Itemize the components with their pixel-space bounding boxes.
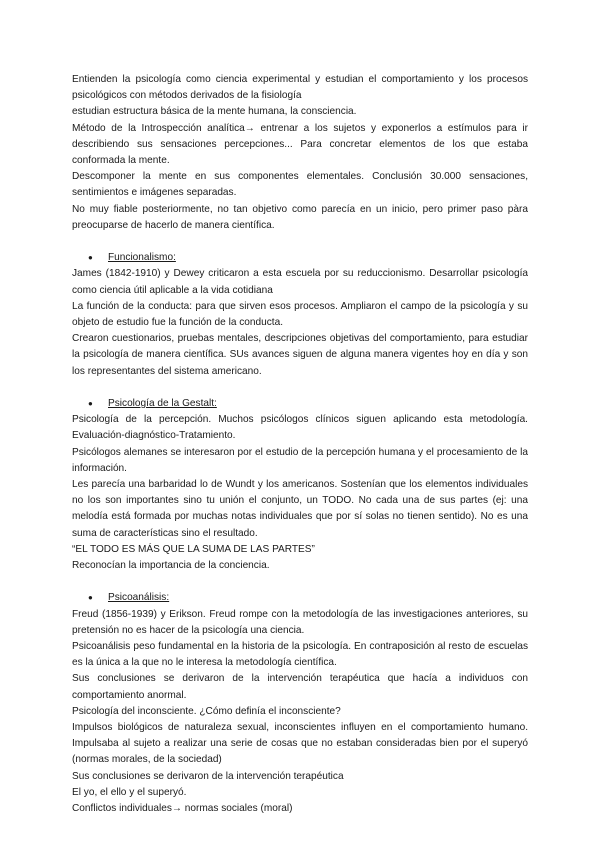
paragraph: Crearon cuestionarios, pruebas mentales, descripciones objetivas del comportamiento, para estudiar la psicología de manera científica. SUs avances siguen de alguna manera vigentes hoy en día y son los representantes del sistema americano. xyxy=(72,333,528,377)
heading-label: Psicoanálisis: xyxy=(108,592,170,604)
paragraph: Sus conclusiones se derivaron de la intervención terapéutica que hacía a individuos con comportamiento anormal. xyxy=(72,673,528,701)
paragraph: La función de la conducta: para que sirven esos procesos. Ampliaron el campo de la psicología y su objeto de estudio fue la función de la conducta. xyxy=(72,300,528,329)
paragraph: Descomponer la mente en sus componentes elementales. Conclusión 30.000 sensaciones, sentimientos e imágenes separadas. xyxy=(72,171,528,199)
paragraph: No muy fiable posteriormente, no tan objetivo como parecía en un inicio, pero primer paso pàra preocuparse de hacerlo de manera científica. xyxy=(72,203,528,231)
section-heading-funcionalismo xyxy=(72,250,528,266)
paragraph: Les parecía una barbaridad lo de Wundt y los americanos. Sostenían que los elementos individuales no los son importantes sino tu unión el conjunto, un TODO. No cada una de sus partes (ej: una melodía está formada por muchas notas individuales que por sí solas no tienen sentido). No es una suma de características sino el resultado. xyxy=(72,479,528,539)
heading-label: Psicología de la Gestalt: xyxy=(108,398,217,410)
paragraph: Impulsos biológicos de naturaleza sexual, inconscientes influyen en el comportamiento humano. Impulsaba al sujeto a realizar una serie de cosas que no estaban consideradas bien por el superyó (normas morales, de la sociedad) xyxy=(72,722,528,766)
paragraph: Método de la Introspección analítica→ entrenar a los sujetos y exponerlos a estímulos para ir describiendo sus sensaciones percepciones... Para concretar elementos de los que estaba conformada la mente. xyxy=(72,122,528,167)
section-heading-gestalt xyxy=(72,396,528,412)
paragraph: Freud (1856-1939) y Erikson. Freud rompe con la metodología de las investigaciones anteriores, su pretensión no es hacer de la psicología una ciencia. xyxy=(72,608,528,636)
paragraph: Psicología del inconsciente. ¿Cómo definía el inconsciente? xyxy=(72,705,341,717)
paragraph: Reconocían la importancia de la conciencia. xyxy=(72,560,270,572)
paragraph: Psicología de la percepción. Muchos psicólogos clínicos siguen aplicando esta metodología. Evaluación-diagnóstico-Tratamiento. xyxy=(72,414,528,442)
paragraph: James (1842-1910) y Dewey criticaron a esta escuela por su reduccionismo. Desarrollar psicología como ciencia útil aplicable a la vida cotidiana xyxy=(72,268,528,296)
paragraph: Psicólogos alemanes se interesaron por el estudio de la percepción humana y el procesamiento de la información. xyxy=(72,446,528,474)
paragraph: Psicoanálisis peso fundamental en la historia de la psicología. En contraposición al resto de escuelas es la única a la que no le interesa la metodología científica. xyxy=(72,641,528,669)
section-heading-psicoanalisis xyxy=(72,590,528,606)
bullet-icon: ● xyxy=(88,399,93,409)
document-body xyxy=(72,72,528,817)
paragraph: estudian estructura básica de la mente humana, la consciencia. xyxy=(72,106,357,118)
bullet-icon: ● xyxy=(88,253,93,263)
bullet-icon: ● xyxy=(88,593,93,603)
paragraph: Entienden la psicología como ciencia experimental y estudian el comportamiento y los procesos psicológicos con métodos derivados de la fisiología xyxy=(72,74,528,102)
paragraph: Sus conclusiones se derivaron de la intervención terapéutica xyxy=(72,770,344,782)
paragraph: El yo, el ello y el superyó. xyxy=(72,786,187,798)
heading-label: Funcionalismo: xyxy=(108,252,176,264)
paragraph: Conflictos individuales→ normas sociales (moral) xyxy=(72,803,293,815)
quote: “EL TODO ES MÁS QUE LA SUMA DE LAS PARTES” xyxy=(72,543,315,555)
